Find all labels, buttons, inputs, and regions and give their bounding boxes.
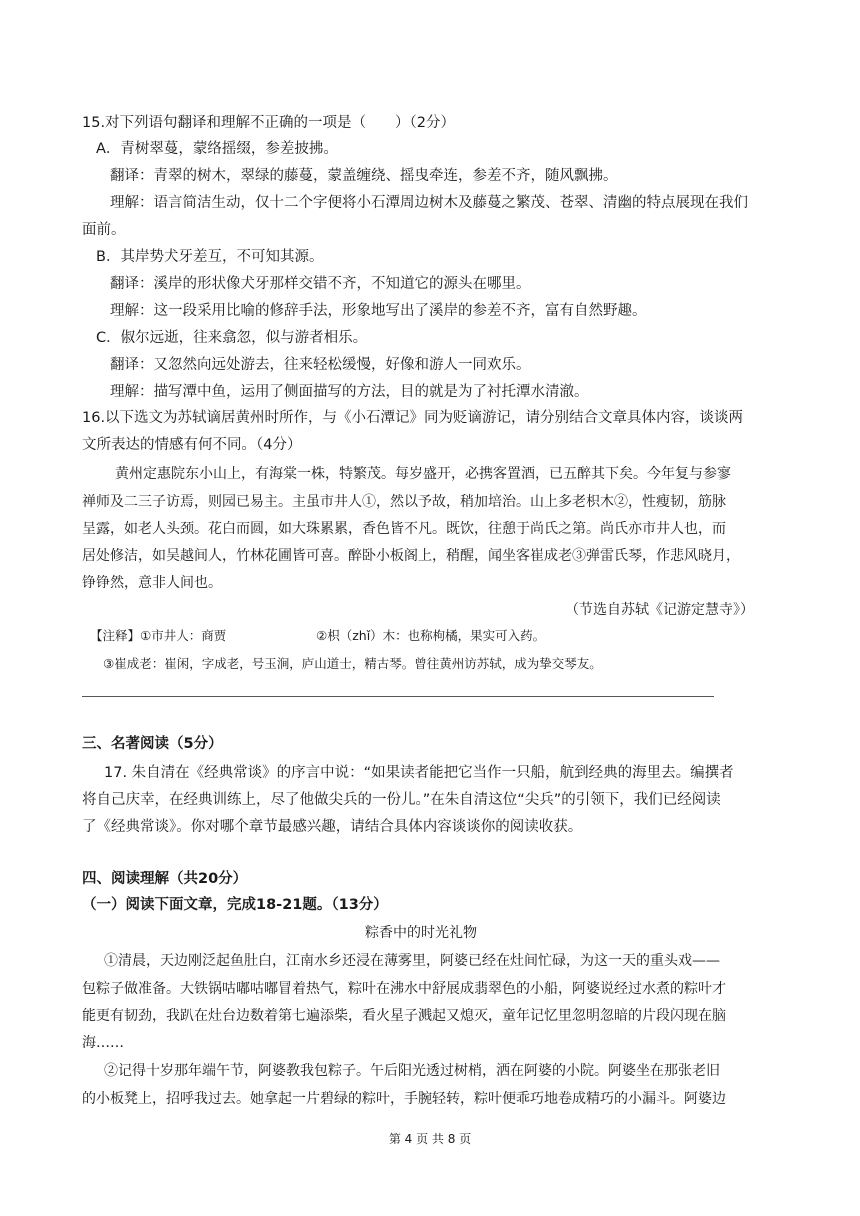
article-paragraph-line: 能更有韧劲，我趴在灶台边数着第七遍添柴，看火星子溅起又熄灭，童年记忆里忽明忽暗的片段闪现在脑 [82,1008,726,1024]
q16-passage-line: 禅师及二三子访焉，则园已易主。主虽市井人①，然以予故，稍加培治。山上多老枳木②，性瘦韧，筋脉 [82,494,726,510]
q15-option-a: A．青树翠蔓，蒙络摇缀，参差披拂。 [96,141,338,157]
q15-option-c: C．俶尔远逝，往来翕忽，似与游者相乐。 [96,330,368,346]
article-paragraph-line: ②记得十岁那年端午节，阿婆教我包粽子。午后阳光透过树梢，洒在阿婆的小院。阿婆坐在那张老旧 [104,1063,720,1079]
q16-source: （节选自苏轼《记游定慧寺》） [565,602,754,618]
page-footer: 第 4 页 共 8 页 [388,1132,472,1146]
q15-option-b: B．其岸势犬牙差互，不可知其源。 [96,249,324,265]
article-paragraph-line: 海…… [82,1035,124,1051]
q16-stem-cont: 文所表达的情感有何不同。（4分） [82,437,302,453]
q16-note-1: 【注释】①市井人：商贾 [90,628,227,643]
q15-b-translation: 翻译：溪岸的形状像犬牙那样交错不齐，不知道它的源头在哪里。 [110,276,531,292]
q16-passage-line: 呈露，如老人头颈。花白而圆，如大珠累累，香色皆不凡。既饮，往憩于尚氏之第。尚氏亦市井人也，而 [82,521,726,537]
q15-stem: 15.对下列语句翻译和理解不正确的一项是（ ）（2分） [82,115,456,131]
q15-a-understanding: 理解：语言简洁生动，仅十二个字便将小石潭周边树木及藤蔓之繁茂、苍翠、清幽的特点展现在我们 [110,195,748,211]
q17-text-cont: 了《经典常谈》。你对哪个章节最感兴趣，请结合具体内容谈谈你的阅读收获。 [82,819,583,835]
article-title: 粽香中的时光礼物 [365,925,477,941]
q16-note-3: ③崔成老：崔闲，字成老，号玉涧，庐山道士，精古琴。曾往黄州访苏轼，成为挚交琴友。 [103,656,602,671]
article-paragraph-line: 包粽子做准备。大铁锅咕嘟咕嘟冒着热气，粽叶在沸水中舒展成翡翠色的小船，阿婆说经过水煮的粽叶才 [82,981,726,997]
section-4-heading: 四、阅读理解（共20分） [82,871,248,887]
q15-c-translation: 翻译：又忽然向远处游去，往来轻松缓慢，好像和游人一同欢乐。 [110,357,531,373]
q15-b-understanding: 理解：这一段采用比喻的修辞手法，形象地写出了溪岸的参差不齐，富有自然野趣。 [110,303,647,319]
divider-line [82,696,714,697]
q15-a-translation: 翻译：青翠的树木，翠绿的藤蔓，蒙盖缠绕、摇曳牵连，参差不齐，随风飘拂。 [110,168,618,184]
q16-passage-line: 铮铮然，意非人间也。 [82,575,222,591]
subsection-1-heading: （一）阅读下面文章，完成18-21题。（13分） [82,897,388,913]
q15-a-understanding-cont: 面前。 [82,222,126,238]
q16-passage-line: 居处修洁，如吴越间人，竹林花圃皆可喜。醉卧小板阁上，稍醒，闻坐客崔成老③弹雷氏琴，作悲风晓月， [82,548,740,564]
q17-text: 17. 朱自清在《经典常谈》的序言中说：“如果读者能把它当作一只船，航到经典的海里去。编撰者 [104,765,734,781]
q16-note-2: ②枳（zhǐ）木：也称枸橘，果实可入药。 [316,628,546,643]
section-3-heading: 三、名著阅读（5分） [82,736,223,752]
q15-c-understanding: 理解：描写潭中鱼，运用了侧面描写的方法，目的就是为了衬托潭水清澈。 [110,384,589,400]
article-paragraph-line: 的小板凳上，招呼我过去。她拿起一片碧绿的粽叶，手腕轻转，粽叶便乖巧地卷成精巧的小漏斗。阿婆边 [82,1091,726,1107]
article-paragraph-line: ①清晨，天边刚泛起鱼肚白，江南水乡还浸在薄雾里，阿婆已经在灶间忙碌，为这一天的重头戏—— [104,953,720,969]
q16-stem: 16.以下选文为苏轼谪居黄州时所作，与《小石潭记》同为贬谪游记，请分别结合文章具体内容，谈谈两 [82,410,744,426]
q16-passage-line: 黄州定惠院东小山上，有海棠一株，特繁茂。每岁盛开，必携客置酒，已五醉其下矣。今年复与参寥 [115,466,731,482]
q17-text-cont: 将自己庆幸，在经典训练上，尽了他做尖兵的一份儿。”在朱自清这位“尖兵”的引领下，我们已经阅读 [82,792,721,808]
